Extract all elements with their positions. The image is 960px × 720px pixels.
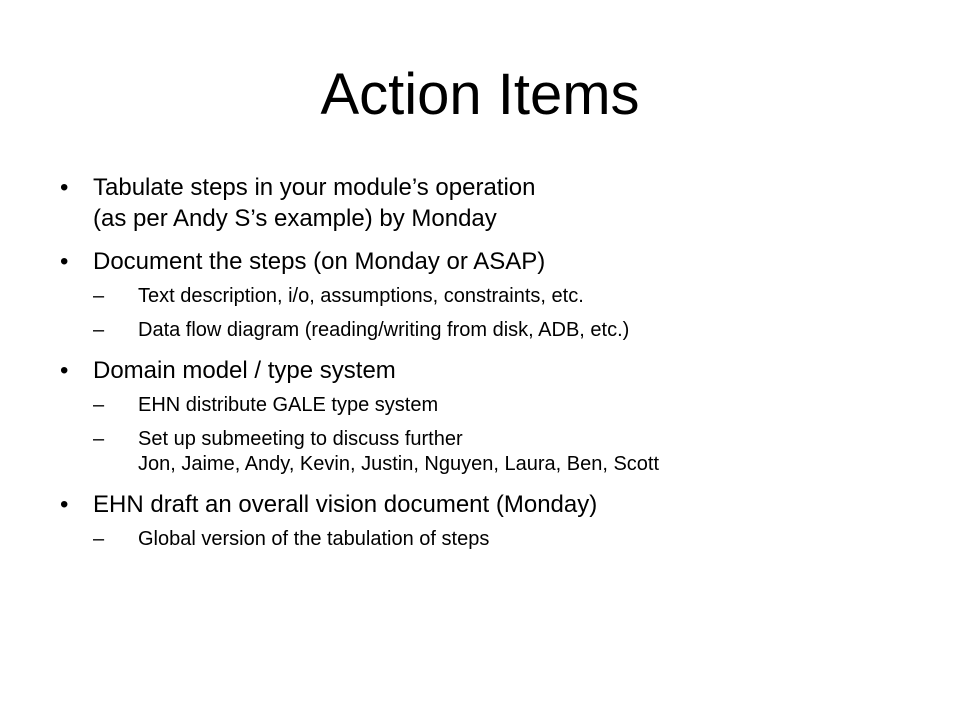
sub-item [93,427,920,477]
bullet-icon: • [60,248,69,275]
bullet-icon: • [60,491,69,518]
sub-list [93,393,920,477]
bullet-text: Document the steps (on Monday or ASAP) [93,248,546,275]
sub-item-text: Jon, Jaime, Andy, Kevin, Justin, Nguyen, Laura, Ben, Scott [138,453,660,475]
sub-item-text: Data flow diagram (reading/writing from disk, ADB, etc.) [138,319,630,341]
bullet-item [60,355,920,477]
bullet-item [60,172,920,234]
sub-list [93,284,920,343]
sub-item [93,393,920,418]
bullet-text: EHN draft an overall vision document (Monday) [93,491,598,518]
dash-icon: – [93,528,105,550]
bullet-text: Domain model / type system [93,357,396,384]
bullet-text: Tabulate steps in your module’s operation [93,174,536,201]
sub-item-text: Text description, i/o, assumptions, constraints, etc. [138,285,584,307]
sub-item [93,284,920,309]
dash-icon: – [93,428,105,450]
sub-item-text: Set up submeeting to discuss further [138,428,463,450]
bullet-item [60,489,920,552]
sub-item-text: Global version of the tabulation of steps [138,528,490,550]
sub-item [93,527,920,552]
dash-icon: – [93,285,105,307]
dash-icon: – [93,394,105,416]
bullet-item [60,246,920,343]
slide-title: Action Items [320,62,640,127]
sub-item [93,318,920,343]
bullet-icon: • [60,174,69,201]
bullet-icon: • [60,357,69,384]
sub-item-text: EHN distribute GALE type system [138,394,439,416]
sub-list [93,527,920,552]
bullet-text: (as per Andy S’s example) by Monday [93,205,497,232]
dash-icon: – [93,319,105,341]
bullet-list [60,172,920,564]
